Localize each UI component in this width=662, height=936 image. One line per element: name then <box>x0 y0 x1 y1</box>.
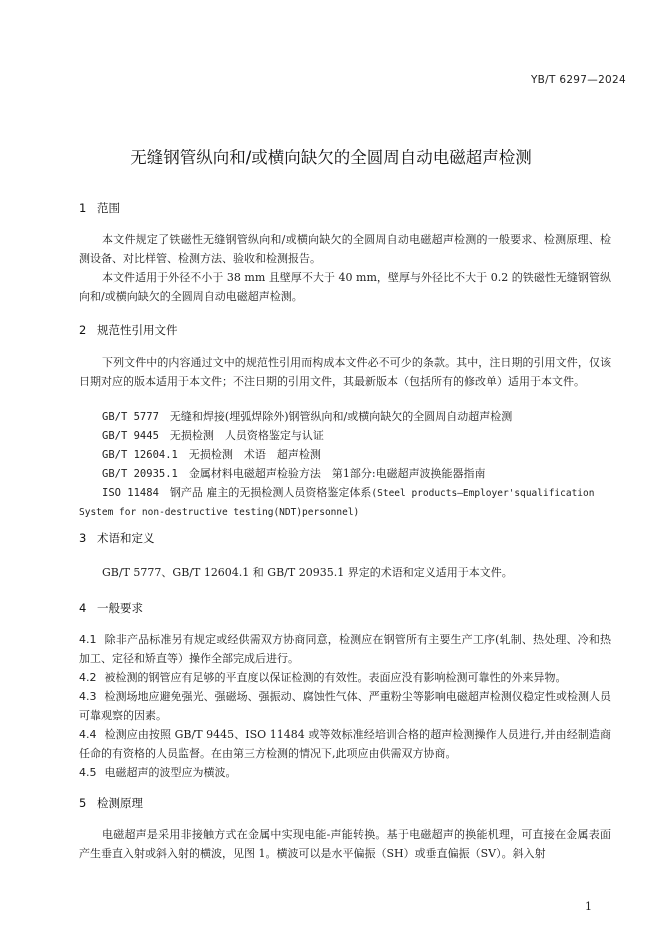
reference-item-continuation <box>79 502 359 522</box>
reference-code: GB/T 12604.1 <box>102 449 178 461</box>
section-number: 1 <box>79 201 87 215</box>
clause-number: 4.5 <box>79 766 97 779</box>
section-title: 范围 <box>97 201 120 215</box>
reference-item <box>79 483 611 503</box>
paragraph: GB/T 5777、GB/T 12604.1 和 GB/T 20935.1 界定的术语和定义适用于本文件。 <box>102 566 513 579</box>
clause-4-5 <box>79 763 611 782</box>
clause-number: 4.4 <box>79 728 97 741</box>
reference-item <box>102 426 324 446</box>
section-title: 检测原理 <box>97 796 143 810</box>
reference-code: GB/T 20935.1 <box>102 468 178 480</box>
reference-title: 无缝和焊接(埋弧焊除外)钢管纵向和/或横向缺欠的全圆周自动超声检测 <box>169 410 513 423</box>
reference-code: GB/T 9445 <box>102 430 159 442</box>
paragraph: 电磁超声是采用非接触方式在金属中实现电能-声能转换。基于电磁超声的换能机理，可直接在金属表面产生垂直入射或斜入射的横波，见图 1。横波可以是水平偏振（SH）或垂直偏振（SV）。斜入射 <box>79 828 611 860</box>
clause-4-1 <box>79 630 611 668</box>
clause-4-3 <box>79 687 611 725</box>
page-number: 1 <box>585 900 592 913</box>
section-number: 4 <box>79 601 87 615</box>
document-title: 无缝钢管纵向和/或横向缺欠的全圆周自动电磁超声检测 <box>130 148 532 167</box>
clause-text: 检测应由按照 GB/T 9445、ISO 11484 或等效标准经培训合格的超声检测操作人员进行,并由经制造商任命的有资格的人员监督。在由第三方检测的情况下,此项应由供需双方协商。 <box>79 728 611 760</box>
section-title: 一般要求 <box>97 601 143 615</box>
section-1-heading <box>79 200 120 216</box>
paragraph: 下列文件中的内容通过文中的规范性引用而构成本文件必不可少的条款。其中，注日期的引用文件，仅该日期对应的版本适用于本文件；不注日期的引用文件，其最新版本（包括所有的修改单）适用于本文件。 <box>79 356 611 388</box>
section-number: 2 <box>79 323 87 337</box>
reference-item <box>102 464 486 484</box>
reference-title-english: System for non-destructive testing(NDT)personnel) <box>79 507 360 518</box>
section-5-heading <box>79 795 143 811</box>
paragraph: 本文件适用于外径不小于 38 mm 且壁厚不大于 40 mm，壁厚与外径比不大于 0.2 的铁磁性无缝钢管纵向和/或横向缺欠的全圆周自动电磁超声检测。 <box>79 271 611 303</box>
clause-text: 被检测的钢管应有足够的平直度以保证检测的有效性。表面应没有影响检测可靠性的外来异物。 <box>104 671 567 684</box>
clause-number: 4.2 <box>79 671 97 684</box>
section-3-heading <box>79 530 155 546</box>
reference-title: 无损检测 人员资格鉴定与认证 <box>169 429 324 442</box>
paragraph: 本文件规定了铁磁性无缝钢管纵向和/或横向缺欠的全圆周自动电磁超声检测的一般要求、检测原理、检测设备、对比样管、检测方法、验收和检测报告。 <box>79 233 611 265</box>
reference-item <box>102 445 321 465</box>
clause-number: 4.3 <box>79 690 97 703</box>
standard-number: YB/T 6297—2024 <box>530 74 626 86</box>
reference-title: 钢产品 雇主的无损检测人员资格鉴定体系 <box>169 486 372 499</box>
reference-item <box>102 407 512 427</box>
reference-title: 无损检测 术语 超声检测 <box>188 448 321 461</box>
section-number: 3 <box>79 531 87 545</box>
section-title: 术语和定义 <box>97 531 155 545</box>
clause-text: 电磁超声的波型应为横波。 <box>104 766 237 779</box>
section-title: 规范性引用文件 <box>97 323 178 337</box>
reference-title: 金属材料电磁超声检验方法 第1部分:电磁超声波换能器指南 <box>188 467 486 480</box>
clause-4-2 <box>79 668 611 687</box>
reference-code: GB/T 5777 <box>102 411 159 423</box>
section-number: 5 <box>79 796 87 810</box>
clause-number: 4.1 <box>79 633 97 646</box>
reference-title-english: (Steel products—Employer'squalification <box>371 488 595 499</box>
clause-text: 除非产品标准另有规定或经供需双方协商同意，检测应在钢管所有主要生产工序(轧制、热处理、冷和热加工、定径和矫直等）操作全部完成后进行。 <box>79 633 611 665</box>
clause-4-4 <box>79 725 611 763</box>
reference-code: ISO 11484 <box>102 487 159 499</box>
clause-text: 检测场地应避免强光、强磁场、强振动、腐蚀性气体、严重粉尘等影响电磁超声检测仪稳定性或检测人员可靠观察的因素。 <box>79 690 611 722</box>
section-2-heading <box>79 322 178 338</box>
section-4-heading <box>79 600 143 616</box>
